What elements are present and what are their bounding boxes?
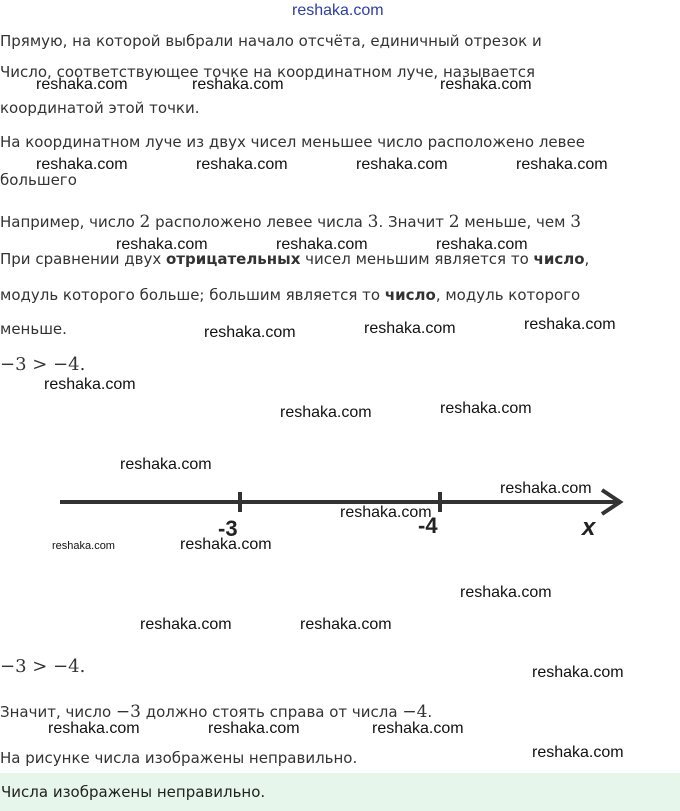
watermark: reshaka.com (192, 76, 284, 93)
watermark: reshaka.com (524, 316, 616, 333)
label-minus-4: -4 (418, 513, 438, 538)
paragraph-definition: Прямую, на которой выбрали начало отсчёта, единичный отрезок и (0, 32, 542, 50)
watermark: reshaka.com (364, 320, 456, 337)
paragraph-negative-rule-line2: модуль которого больше; большим является то число, модуль которого (0, 286, 581, 304)
watermark: reshaka.com (516, 156, 608, 173)
paragraph-rule-line2: большего (0, 171, 77, 189)
watermark: reshaka.com (300, 616, 392, 633)
watermark: reshaka.com (440, 400, 532, 417)
inequality-2: −3 > −4. (0, 656, 86, 677)
watermark: reshaka.com (280, 404, 372, 421)
site-link[interactable]: reshaka.com (292, 2, 384, 19)
answer-text: Числа изображены неправильно. (1, 783, 266, 801)
watermark: reshaka.com (440, 76, 532, 93)
watermark: reshaka.com (532, 744, 624, 761)
watermark: reshaka.com (356, 156, 448, 173)
paragraph-conclusion: Значит, число −3 должно стоять справа от числа −4. (0, 702, 433, 722)
watermark: reshaka.com (140, 616, 232, 633)
paragraph-coordinate-line1: Число, соответствующее точке на координатном луче, называется (0, 63, 536, 81)
watermark: reshaka.com (460, 584, 552, 601)
label-minus-3: -3 (218, 516, 238, 541)
paragraph-negative-rule-line3: меньше. (0, 320, 67, 338)
watermark: reshaka.com (36, 76, 128, 93)
watermark: reshaka.com (500, 480, 592, 497)
inequality-1: −3 > −4. (0, 354, 86, 375)
watermark: reshaka.com (52, 540, 115, 552)
watermark: reshaka.com (436, 236, 528, 253)
paragraph-negative-rule-line1: При сравнении двух отрицательных чисел меньшим является то число, (0, 250, 590, 268)
axis-label-x: x (582, 514, 596, 541)
watermark: reshaka.com (180, 536, 272, 553)
watermark: reshaka.com (48, 720, 140, 737)
watermark: reshaka.com (36, 156, 128, 173)
watermark: reshaka.com (340, 504, 432, 521)
watermark: reshaka.com (116, 236, 208, 253)
watermark: reshaka.com (532, 664, 624, 681)
answer-box (0, 773, 680, 811)
watermark: reshaka.com (204, 324, 296, 341)
watermark: reshaka.com (120, 456, 212, 473)
watermark: reshaka.com (208, 720, 300, 737)
paragraph-rule-line1: На координатном луче из двух чисел меньшее число расположено левее (0, 133, 585, 151)
paragraph-coordinate-line2: координатой этой точки. (0, 99, 200, 117)
watermark: reshaka.com (372, 720, 464, 737)
watermark: reshaka.com (196, 156, 288, 173)
watermark: reshaka.com (276, 236, 368, 253)
paragraph-figure-note: На рисунке числа изображены неправильно. (0, 749, 358, 767)
paragraph-example: Например, число 2 расположено левее числа 3. Значит 2 меньше, чем 3 (0, 212, 582, 232)
watermark: reshaka.com (44, 376, 136, 393)
